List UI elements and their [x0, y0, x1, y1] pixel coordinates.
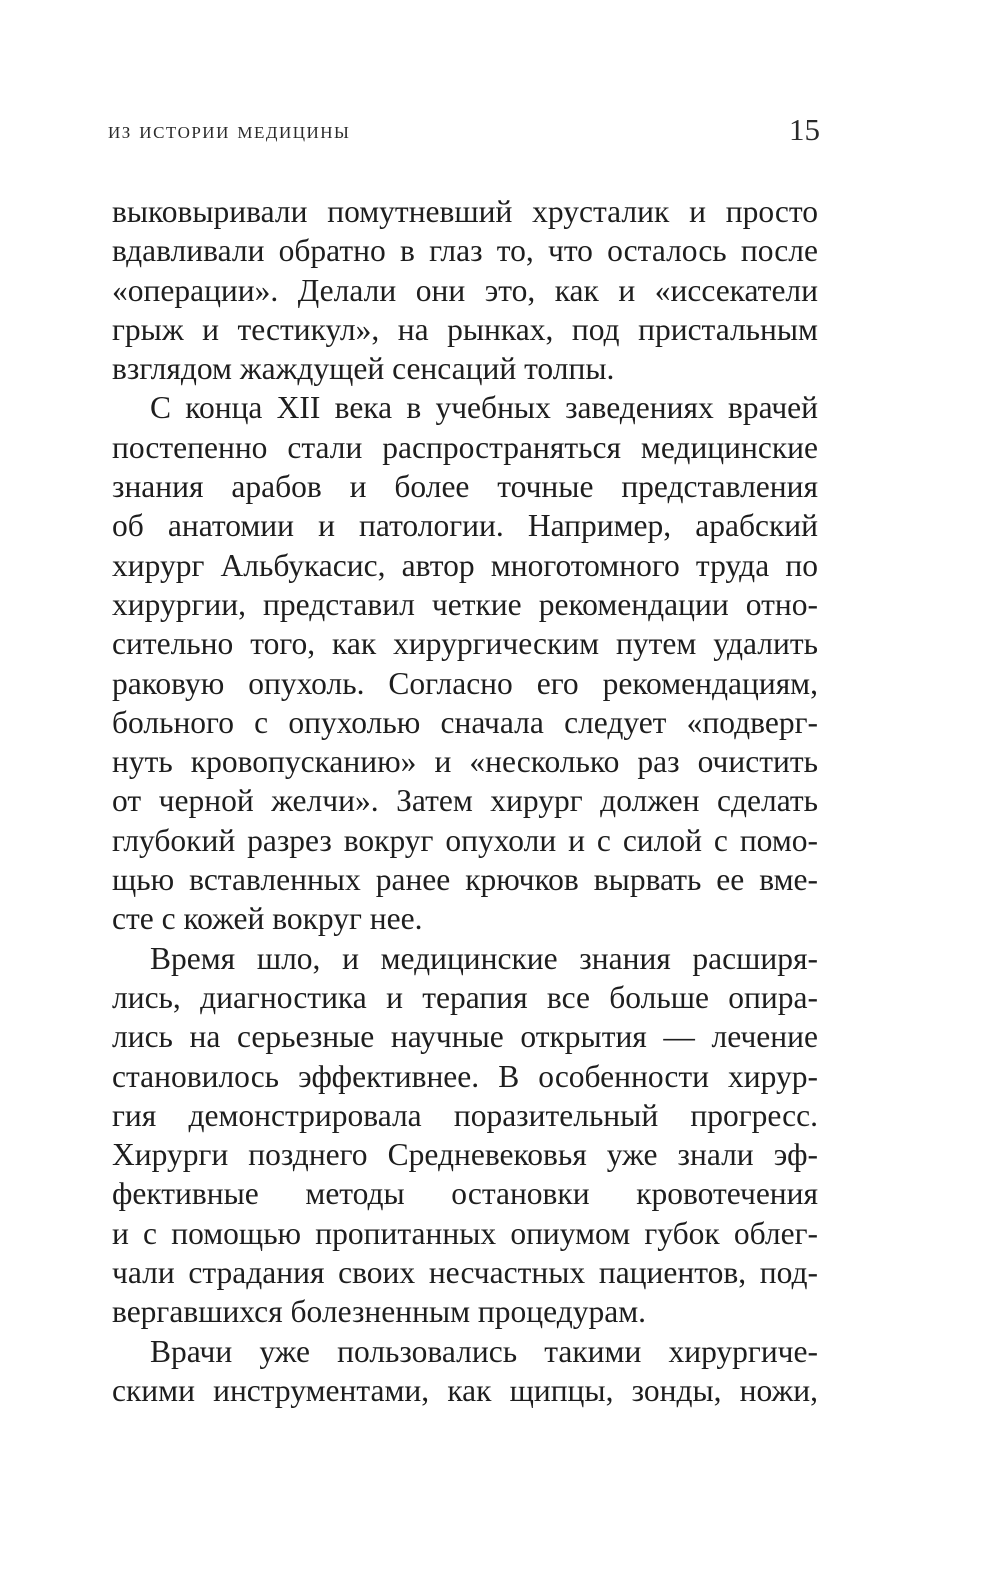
text-line: об анатомии и патологии. Например, арабский	[112, 508, 818, 544]
text-line: становилось эффективнее. В особенности хирур-	[112, 1058, 818, 1094]
body-text	[112, 192, 818, 1410]
text-line: взглядом жаждущей сенсаций толпы.	[112, 351, 615, 387]
text-line: хирург Альбукасис, автор многотомного труда по	[112, 547, 818, 583]
text-line: знания арабов и более точные представления	[112, 469, 818, 505]
paragraph	[112, 192, 818, 388]
paragraph	[112, 1332, 818, 1411]
text-line: скими инструментами, как щипцы, зонды, ножи,	[112, 1372, 818, 1408]
text-line: глубокий разрез вокруг опухоли и с силой с помо-	[112, 822, 818, 858]
text-line: фективные методы остановки кровотечения	[112, 1176, 818, 1212]
text-line: сте с кожей вокруг нее.	[112, 901, 423, 937]
paragraph	[112, 939, 818, 1332]
text-line: грыж и тестикул», на рынках, под пристальным	[112, 311, 818, 347]
paragraph	[112, 388, 818, 938]
text-line: от черной желчи». Затем хирург должен сделать	[112, 783, 818, 819]
text-line: раковую опухоль. Согласно его рекомендациям,	[112, 665, 818, 701]
page-number: 15	[789, 112, 820, 147]
text-line: щью вставленных ранее крючков вырвать ее вме-	[112, 862, 818, 898]
text-line: чали страдания своих несчастных пациентов, под-	[112, 1255, 818, 1291]
text-line: «операции». Делали они это, как и «иссекатели	[112, 272, 818, 308]
text-line: Время шло, и медицинские знания расширя-	[150, 940, 818, 976]
running-head-title: из истории медицины	[108, 118, 351, 144]
text-line: лись на серьезные научные открытия — лечение	[112, 1019, 818, 1055]
text-line: С конца XII века в учебных заведениях врачей	[150, 390, 818, 426]
text-line: гия демонстрировала поразительный прогресс.	[112, 1097, 818, 1133]
text-line: и с помощью пропитанных опиумом губок облег-	[112, 1215, 818, 1251]
text-line: хирургии, представил четкие рекомендации отно-	[112, 586, 818, 622]
text-line: Врачи уже пользовались такими хирургиче-	[150, 1333, 818, 1369]
text-line: постепенно стали распространяться медицинские	[112, 429, 818, 465]
text-line: Хирурги позднего Средневековья уже знали эф-	[112, 1137, 818, 1173]
running-head	[108, 112, 820, 152]
text-line: сительно того, как хирургическим путем удалить	[112, 626, 818, 662]
text-line: выковыривали помутневший хрусталик и просто	[112, 194, 818, 229]
text-line: лись, диагностика и терапия все больше опира-	[112, 979, 818, 1015]
text-line: нуть кровопусканию» и «несколько раз очистить	[112, 744, 818, 780]
text-line: вдавливали обратно в глаз то, что осталось после	[112, 233, 818, 269]
text-line: больного с опухолью сначала следует «подверг-	[112, 704, 818, 740]
text-line: вергавшихся болезненным процедурам.	[112, 1294, 647, 1330]
